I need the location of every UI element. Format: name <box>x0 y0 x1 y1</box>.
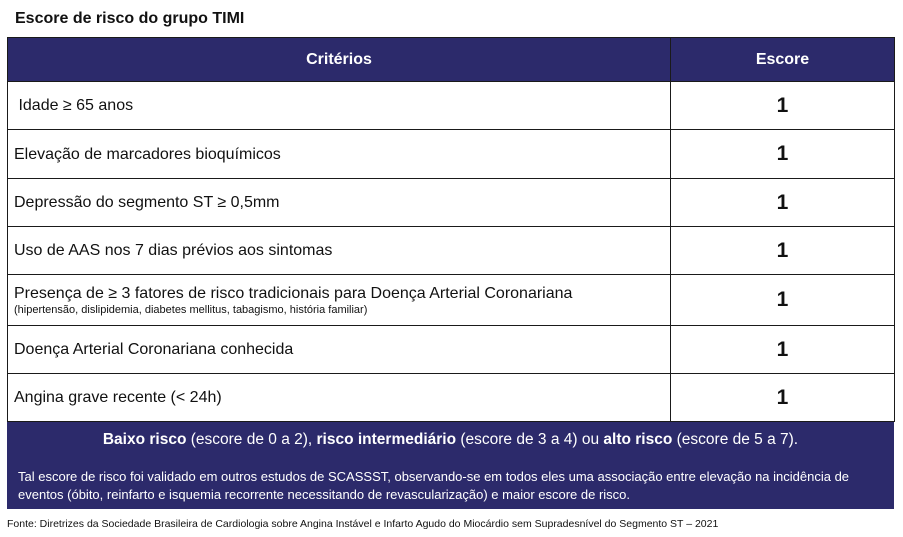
page-title: Escore de risco do grupo TIMI <box>15 10 245 27</box>
high-risk-range: (escore de 5 a 7). <box>672 431 799 448</box>
criterion-cell <box>8 326 671 374</box>
criterion-cell <box>8 275 671 326</box>
criterion-text: Depressão do segmento ST ≥ 0,5mm <box>14 194 280 211</box>
criterion-cell <box>8 130 671 179</box>
timi-risk-table <box>7 37 895 422</box>
table-row <box>8 82 895 130</box>
table-row <box>8 275 895 326</box>
table-row <box>8 179 895 227</box>
score-cell: 1 <box>671 130 895 179</box>
score-cell: 1 <box>671 179 895 227</box>
mid-risk-range: (escore de 3 a 4) ou <box>456 431 604 448</box>
table-row <box>8 374 895 422</box>
criterion-text: Idade ≥ 65 anos <box>14 97 134 114</box>
risk-table-container <box>7 37 894 422</box>
criterion-text: Angina grave recente (< 24h) <box>14 389 222 406</box>
criterion-cell <box>8 179 671 227</box>
risk-classification-line <box>7 430 894 450</box>
score-cell: 1 <box>671 326 895 374</box>
criterion-text: Uso de AAS nos 7 dias prévios aos sintomas <box>14 242 333 259</box>
score-cell: 1 <box>671 227 895 275</box>
criterion-cell <box>8 374 671 422</box>
criterion-cell <box>8 82 671 130</box>
criterion-text: Presença de ≥ 3 fatores de risco tradicionais para Doença Arterial Coronariana <box>14 284 573 302</box>
criterion-detail: (hipertensão, dislipidemia, diabetes mellitus, tabagismo, história familiar) <box>14 303 368 316</box>
mid-risk-label: risco intermediário <box>316 431 457 448</box>
risk-summary-box <box>7 422 894 509</box>
table-header-row <box>8 38 895 82</box>
score-cell: 1 <box>671 374 895 422</box>
header-criteria: Critérios <box>8 38 671 82</box>
validation-note: Tal escore de risco foi validado em outros estudos de SCASSST, observando-se em todos eles uma associação entre elevação na incidência de eventos (óbito, reinfarto e isquemia recorrente necessitando de revascularização) e maior escore de risco. <box>18 469 850 502</box>
score-cell: 1 <box>671 275 895 326</box>
table-row <box>8 227 895 275</box>
header-score: Escore <box>671 38 895 82</box>
source-citation: Fonte: Diretrizes da Sociedade Brasileira de Cardiologia sobre Angina Instável e Infarto Agudo do Miocárdio sem Supradesnível do Segmento ST – 2021 <box>7 518 719 530</box>
table-row <box>8 326 895 374</box>
criterion-text: Elevação de marcadores bioquímicos <box>14 145 281 163</box>
low-risk-range: (escore de 0 a 2), <box>186 431 317 448</box>
table-row <box>8 130 895 179</box>
score-cell: 1 <box>671 82 895 130</box>
low-risk-label: Baixo risco <box>102 431 187 448</box>
criterion-cell <box>8 227 671 275</box>
high-risk-label: alto risco <box>603 431 673 448</box>
criterion-text: Doença Arterial Coronariana conhecida <box>14 341 294 358</box>
